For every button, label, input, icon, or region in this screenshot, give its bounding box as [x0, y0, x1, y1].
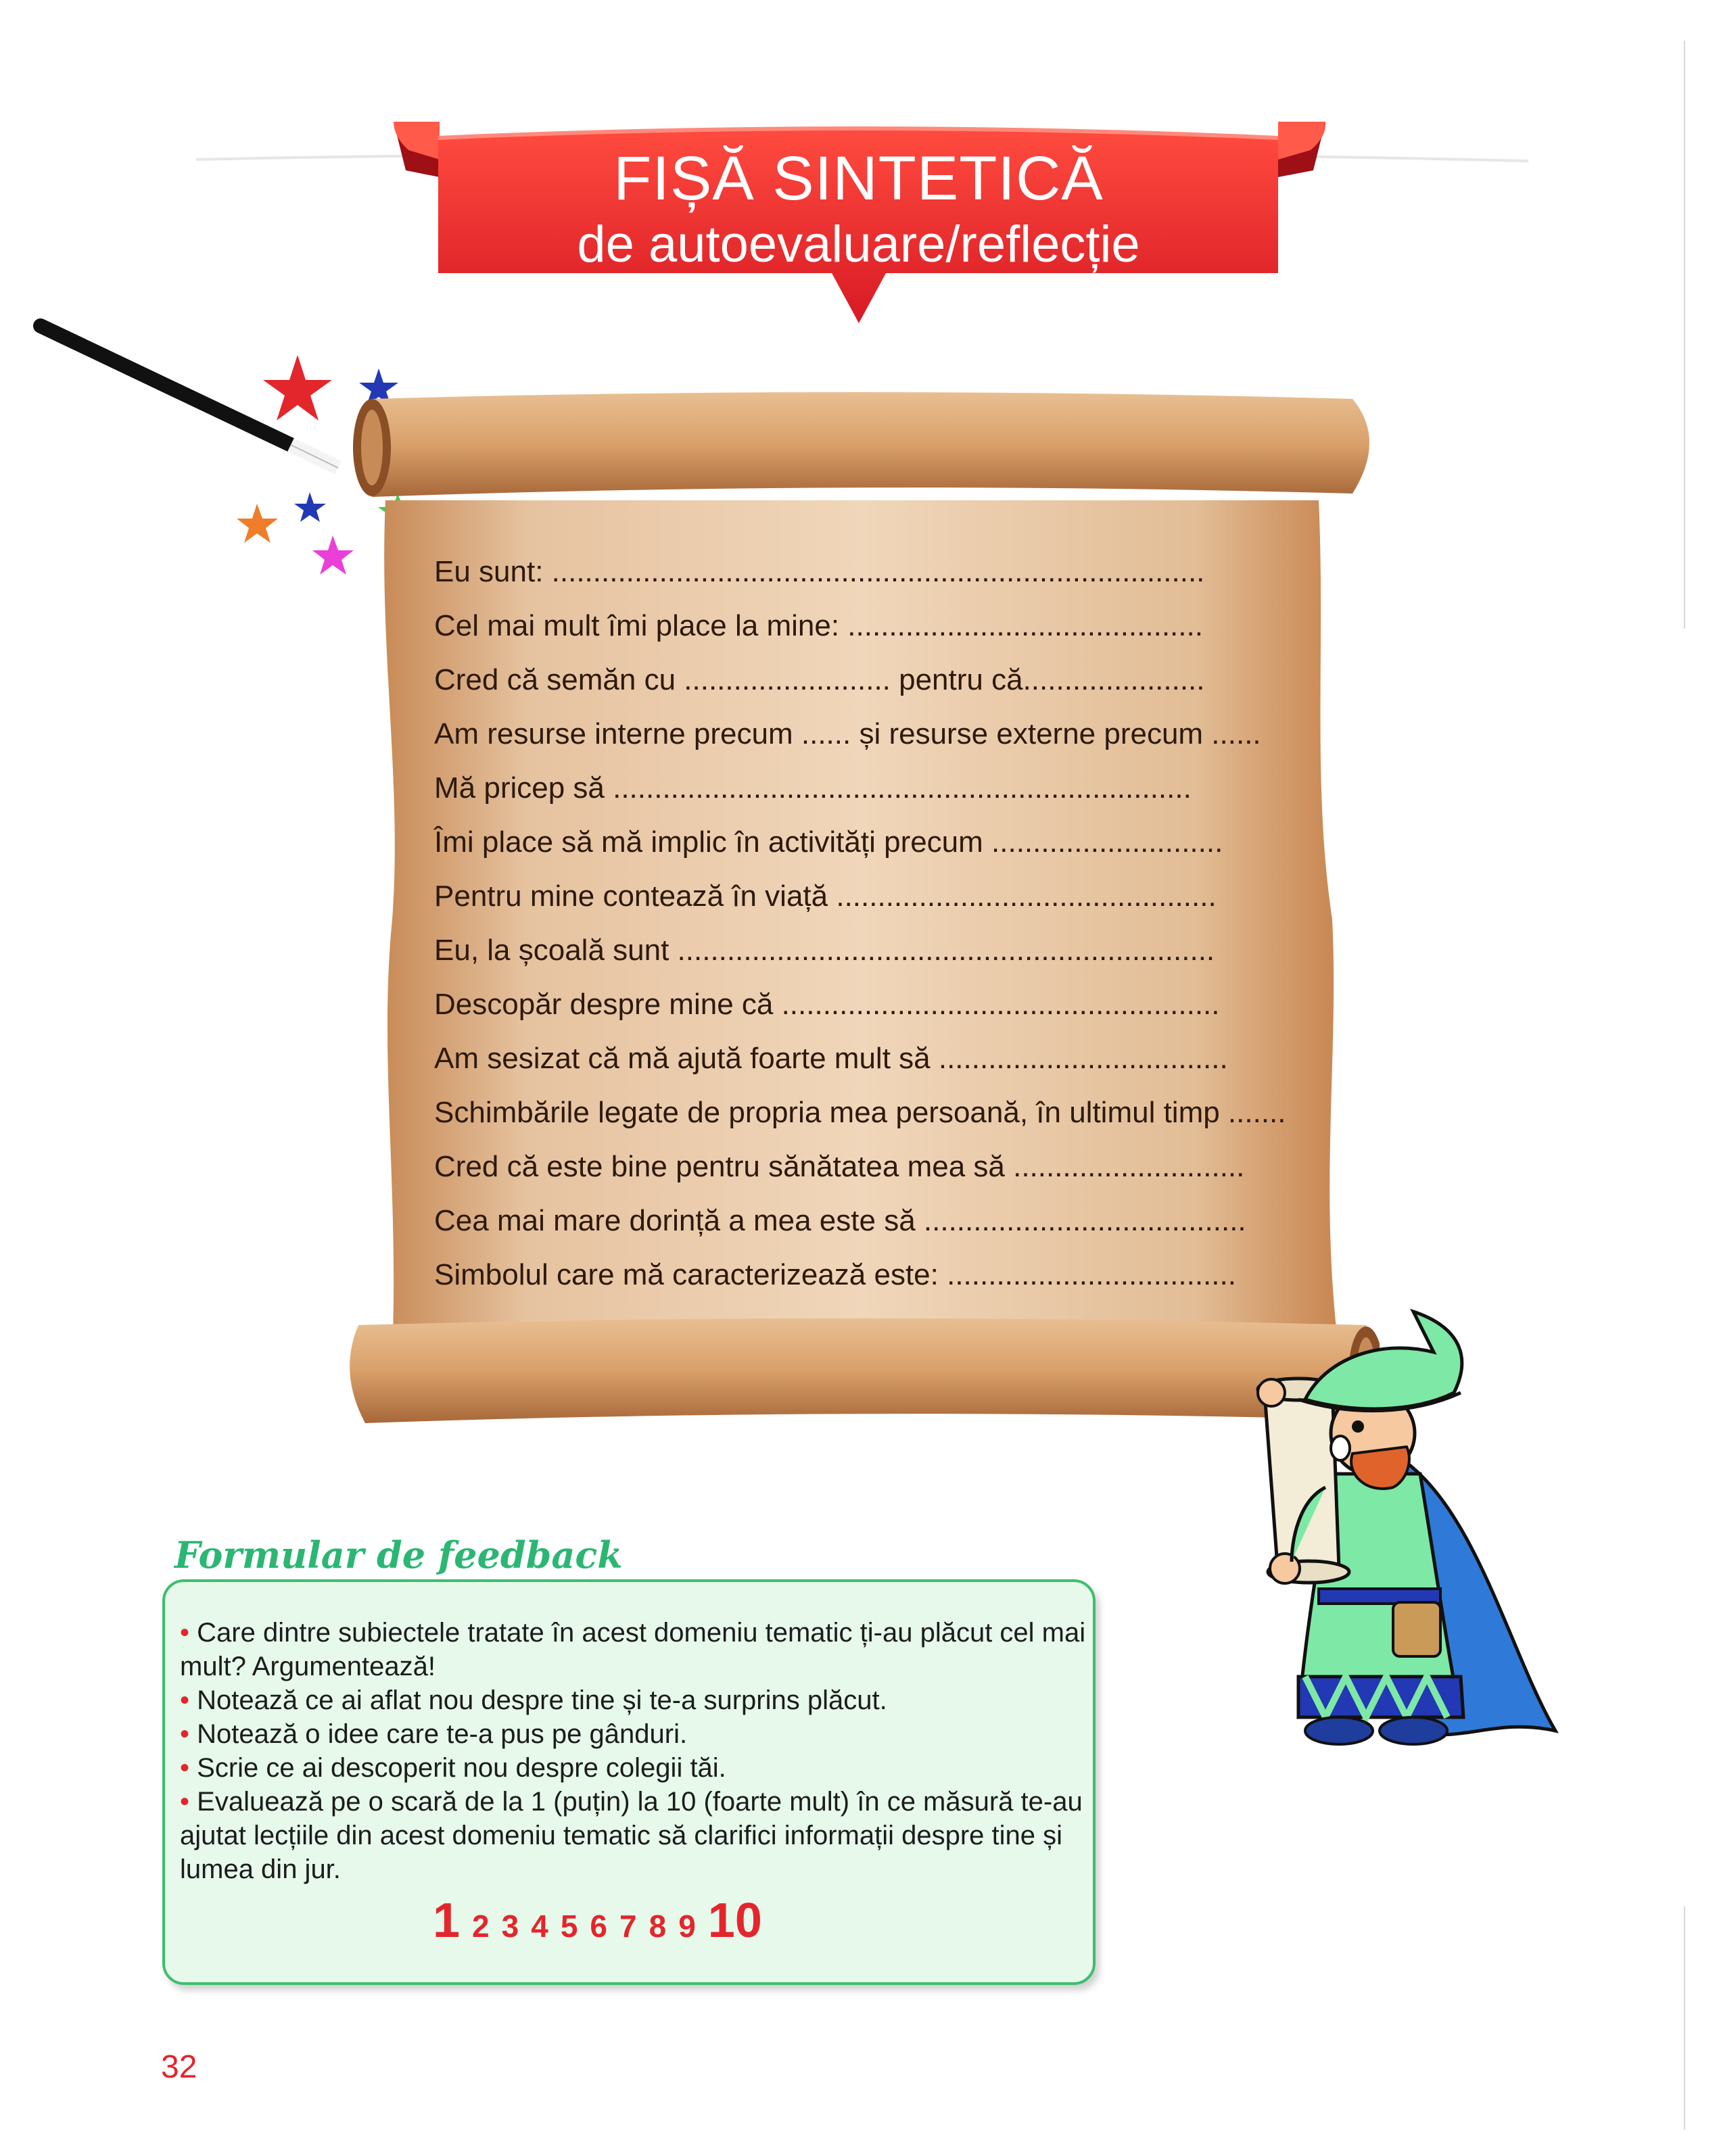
feedback-item — [180, 1751, 1086, 1785]
star-icon — [237, 504, 278, 543]
feedback-list — [180, 1616, 1086, 1886]
scroll-line: Mă pricep să ...................................................................... — [434, 771, 1192, 805]
star-icon — [263, 355, 332, 421]
rating-5[interactable]: 5 — [560, 1909, 578, 1944]
scroll-line: Cel mai mult îmi place la mine: ........................................... — [434, 609, 1203, 642]
scroll-line: Îmi place să mă implic în activități precum ............................ — [434, 825, 1223, 859]
star-icon — [294, 492, 326, 522]
feedback-item-text: Scrie ce ai descoperit nou despre colegii tăi. — [197, 1753, 726, 1783]
scroll-line: Descopăr despre mine că ..................................................... — [434, 988, 1220, 1021]
page-subtitle: de autoevaluare/reflecție — [577, 216, 1140, 273]
rating-7[interactable]: 7 — [619, 1909, 637, 1944]
scroll-line: Simbolul care mă caracterizează este: ................................... — [434, 1258, 1236, 1291]
bullet: • — [180, 1719, 190, 1749]
rating-6[interactable]: 6 — [590, 1909, 608, 1944]
scroll-text — [434, 545, 1313, 1302]
scroll-line: Cred că este bine pentru sănătatea mea să ............................ — [434, 1150, 1245, 1183]
feedback-title: Formular de feedback — [174, 1533, 623, 1577]
wizard-illustration — [1190, 1298, 1569, 1785]
page-title: FIȘĂ SINTETICĂ — [613, 144, 1104, 213]
bullet: • — [180, 1753, 190, 1783]
page-number: 32 — [161, 2049, 197, 2085]
bullet: • — [180, 1618, 190, 1648]
rating-4[interactable]: 4 — [531, 1909, 548, 1944]
page-edge-line-bottom — [1684, 1907, 1685, 2130]
rating-2[interactable]: 2 — [472, 1909, 490, 1944]
scroll-line: Pentru mine contează în viață .............................................. — [434, 880, 1217, 913]
rating-scale — [433, 1893, 852, 1954]
scroll-line: Eu, la școală sunt ................................................................. — [434, 934, 1215, 967]
rating-9[interactable]: 9 — [678, 1909, 696, 1944]
scroll-line: Schimbările legate de propria mea persoană, în ultimul timp ....... — [434, 1096, 1286, 1129]
scroll-line: Am resurse interne precum ...... și resurse externe precum ...... — [434, 717, 1261, 750]
scroll-line: Am sesizat că mă ajută foarte mult să ................................... — [434, 1042, 1228, 1075]
feedback-item — [180, 1785, 1086, 1886]
bullet: • — [180, 1685, 190, 1715]
feedback-item-text: Evaluează pe o scară de la 1 (puțin) la 10 (foarte mult) în ce măsură te-au ajutat lecțiile din acest domeniu tematic să clarifici informații despre tine și lumea din jur. — [180, 1787, 1083, 1884]
feedback-item-text: Notează ce ai aflat nou despre tine și te-a surprins plăcut. — [197, 1685, 887, 1715]
scroll-line: Cred că semăn cu ......................... pentru că...................... — [434, 663, 1205, 696]
feedback-item-text: Care dintre subiectele tratate în acest domeniu tematic ți-au plăcut cel mai mult? Argumentează! — [180, 1618, 1086, 1681]
feedback-item — [180, 1717, 1086, 1751]
feedback-item — [180, 1616, 1086, 1683]
scroll-line: Cea mai mare dorință a mea este să ....................................... — [434, 1204, 1246, 1237]
scroll-line: Eu sunt: ............................................................................... — [434, 555, 1205, 588]
feedback-item-text: Notează o idee care te-a pus pe gânduri. — [197, 1719, 688, 1749]
rating-3[interactable]: 3 — [501, 1909, 519, 1944]
rating-1[interactable]: 1 — [433, 1894, 461, 1948]
rating-8[interactable]: 8 — [649, 1909, 667, 1944]
bullet: • — [180, 1787, 190, 1817]
rating-10[interactable]: 10 — [707, 1894, 762, 1948]
feedback-item — [180, 1683, 1086, 1717]
